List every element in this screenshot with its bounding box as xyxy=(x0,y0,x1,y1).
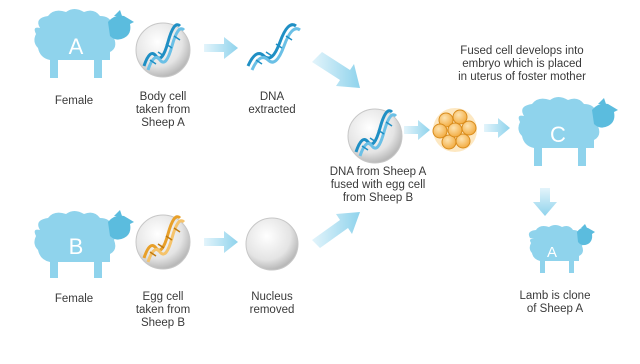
arrow-fusion-to-embryo xyxy=(404,120,430,140)
dna-extracted-label: DNA extracted xyxy=(248,91,296,116)
arrow-egg-to-removed xyxy=(204,231,238,253)
egg-cell-icon xyxy=(136,215,190,269)
embryo-icon xyxy=(433,108,477,152)
arrow-embryo-to-sheep-c xyxy=(484,118,510,138)
lamb-icon xyxy=(529,224,595,273)
lamb-label: Lamb is clone of Sheep A xyxy=(519,290,591,315)
embryo-label: Fused cell develops into embryo which is placed in uterus of foster mother xyxy=(458,45,586,83)
dna-extracted-icon xyxy=(248,25,300,70)
fused-label: DNA from Sheep A fused with egg cell from Sheep B xyxy=(329,166,427,204)
sheep-a-label: Female xyxy=(54,95,94,107)
sheep-b-letter: B xyxy=(68,234,84,259)
body-cell-label: Body cell taken from Sheep A xyxy=(135,91,191,129)
arrow-sheep-c-to-lamb xyxy=(533,188,557,216)
arrow-dna-to-fusion xyxy=(312,52,360,88)
sheep-c-letter: C xyxy=(550,122,566,147)
lamb-letter: A xyxy=(546,244,558,261)
arrow-bodycell-to-dna xyxy=(204,37,238,59)
egg-cell-label: Egg cell taken from Sheep B xyxy=(135,291,191,329)
sheep-c-icon xyxy=(518,97,618,166)
sheep-b-label: Female xyxy=(54,293,94,305)
nucleus-removed-label: Nucleus removed xyxy=(249,291,295,316)
sheep-a-icon xyxy=(34,9,134,78)
sheep-b-icon xyxy=(34,210,134,278)
empty-egg-icon xyxy=(246,218,298,270)
sheep-a-letter: A xyxy=(68,34,84,59)
fused-cell-icon xyxy=(348,109,402,163)
body-cell-icon xyxy=(136,23,190,77)
arrow-removed-to-fusion xyxy=(312,212,360,248)
